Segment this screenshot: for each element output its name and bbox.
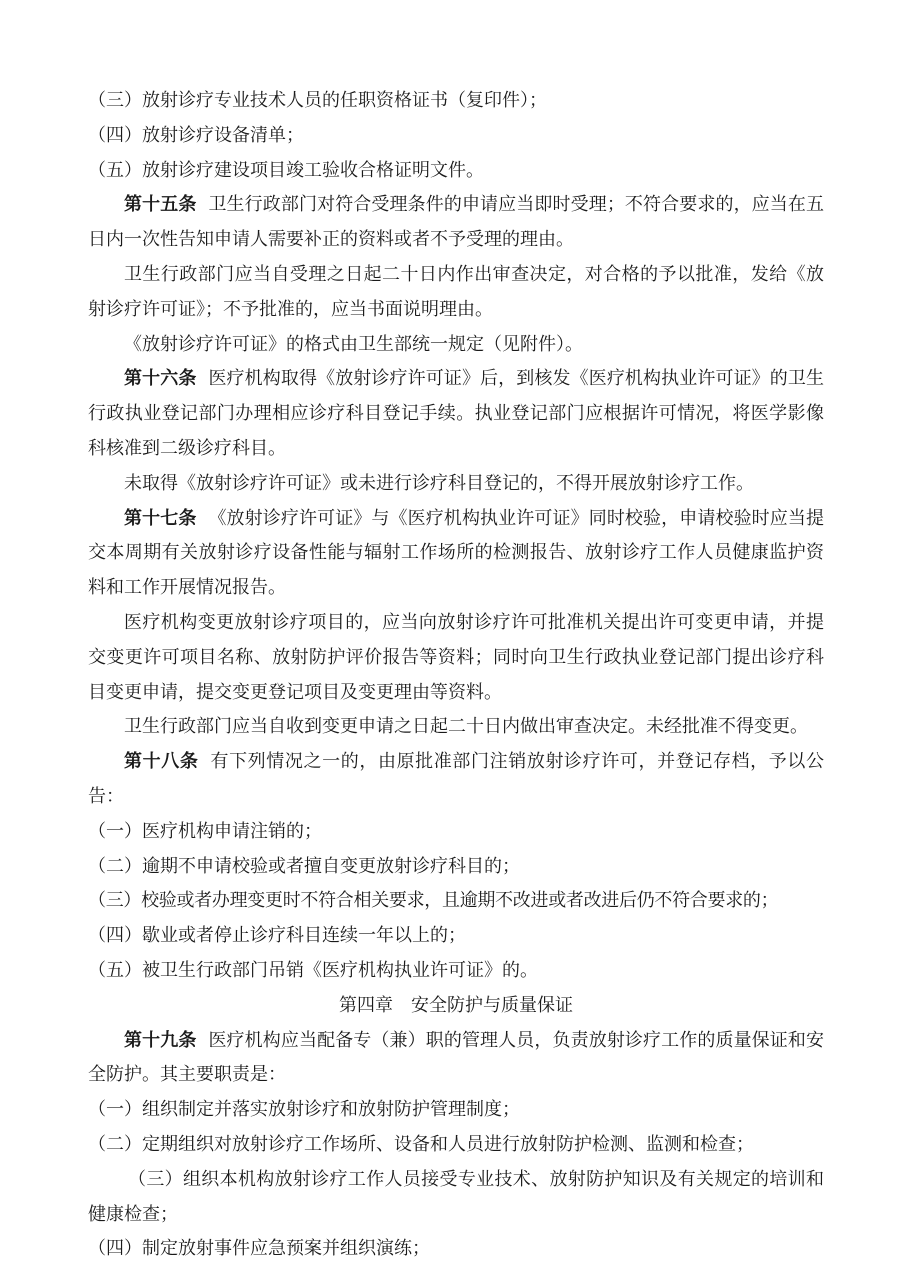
chapter-heading: 第四章 安全防护与质量保证: [339, 994, 573, 1016]
article-text: 医疗机构取得《放射诊疗许可证》后，到核发《医疗机构执业许可证》的卫生行政执业登记部门办理相应诊疗科目登记手续。执业登记部门应根据许可情况，将医学影像科核准到二级诊疗科目。: [88, 368, 825, 459]
article-text: 有下列情况之一的，由原批准部门注销放射诊疗许可，并登记存档，予以公告：: [88, 751, 825, 807]
article-label: 第十六条: [124, 368, 197, 390]
list-item: （三）组织本机构放射诊疗工作人员接受专业技术、放射防护知识及有关规定的培训和健康检查；: [88, 1168, 824, 1225]
list-item: （一）组织制定并落实放射诊疗和放射防护管理制度；: [88, 1099, 520, 1121]
paragraph: 卫生行政部门应当自收到变更申请之日起二十日内做出审查决定。未经批准不得变更。: [124, 716, 808, 738]
list-item: （五）放射诊疗建设项目竣工验收合格证明文件。: [88, 159, 484, 181]
article-17: [88, 502, 824, 606]
article-label: 第十七条: [124, 507, 197, 529]
document-page: [88, 84, 824, 1267]
paragraph: 卫生行政部门应当自受理之日起二十日内作出审查决定，对合格的予以批准，发给《放射诊疗许可证》；不予批准的，应当书面说明理由。: [88, 263, 824, 320]
article-text: 《放射诊疗许可证》与《医疗机构执业许可证》同时校验，申请校验时应当提交本周期有关放射诊疗设备性能与辐射工作场所的检测报告、放射诊疗工作人员健康监护资料和工作开展情况报告。: [88, 507, 825, 599]
article-text: 卫生行政部门对符合受理条件的申请应当即时受理；不符合要求的，应当在五日内一次性告知申请人需要补正的资料或者不予受理的理由。: [88, 194, 825, 251]
list-item: （二）定期组织对放射诊疗工作场所、设备和人员进行放射防护检测、监测和检查；: [88, 1133, 754, 1155]
article-label: 第十五条: [124, 194, 197, 216]
article-label: 第十九条: [124, 1029, 197, 1051]
article-19: [88, 1024, 824, 1094]
list-item: （二）逾期不申请校验或者擅自变更放射诊疗科目的；: [88, 855, 520, 877]
list-item: （三）校验或者办理变更时不符合相关要求，且逾期不改进或者改进后仍不符合要求的；: [88, 890, 779, 912]
article-15: [88, 188, 824, 258]
paragraph: 未取得《放射诊疗许可证》或未进行诊疗科目登记的，不得开展放射诊疗工作。: [124, 472, 754, 494]
list-item: （四）制定放射事件应急预案并组织演练；: [88, 1238, 430, 1260]
list-item: （四）放射诊疗设备清单；: [88, 124, 304, 146]
paragraph: 医疗机构变更放射诊疗项目的，应当向放射诊疗许可批准机关提出许可变更申请，并提交变更许可项目名称、放射防护评价报告等资料；同时向卫生行政执业登记部门提出诊疗科目变更申请，提交变更登记项目及变更理由等资料。: [88, 611, 824, 703]
list-item: （一）医疗机构申请注销的；: [88, 820, 322, 842]
article-text: 医疗机构应当配备专（兼）职的管理人员，负责放射诊疗工作的质量保证和安全防护。其主要职责是：: [88, 1029, 825, 1086]
article-18: [88, 745, 824, 815]
list-item: （三）放射诊疗专业技术人员的任职资格证书（复印件）；: [88, 90, 547, 111]
paragraph: 《放射诊疗许可证》的格式由卫生部统一规定（见附件）。: [124, 333, 583, 355]
list-item: （五）被卫生行政部门吊销《医疗机构执业许可证》的。: [88, 959, 538, 981]
article-16: [88, 362, 824, 466]
article-label: 第十八条: [124, 751, 199, 773]
list-item: （四）歇业或者停止诊疗科目连续一年以上的；: [88, 925, 466, 947]
